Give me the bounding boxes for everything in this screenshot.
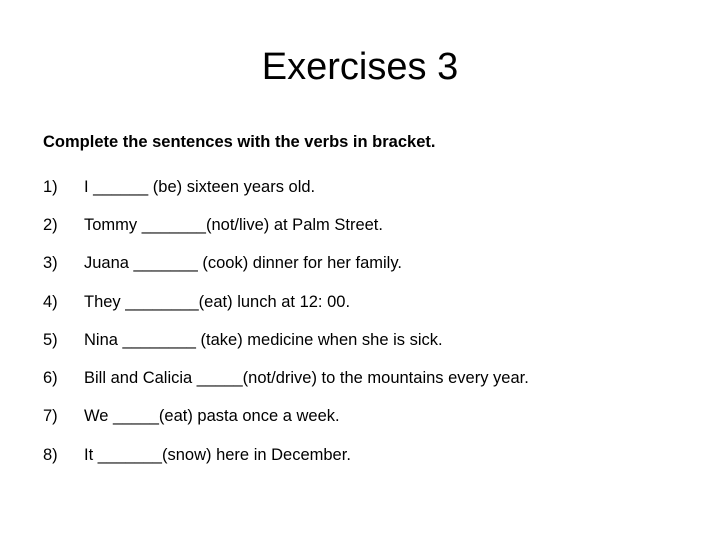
item-sentence: They ________(eat) lunch at 12: 00. [84, 292, 351, 311]
item-number: 1) [43, 177, 58, 196]
item-number: 2) [43, 215, 58, 234]
slide-title: Exercises 3 [261, 46, 459, 88]
exercise-item-1 [43, 168, 693, 206]
exercise-list [43, 168, 693, 474]
item-number: 4) [43, 292, 58, 311]
item-sentence: I ______ (be) sixteen years old. [84, 177, 316, 196]
exercise-item-8 [43, 436, 693, 474]
item-sentence: Juana _______ (cook) dinner for her family. [84, 254, 402, 273]
exercise-item-6 [43, 359, 693, 397]
exercise-item-2 [43, 206, 693, 244]
exercise-item-5 [43, 321, 693, 359]
item-sentence: We _____(eat) pasta once a week. [84, 407, 340, 426]
item-number: 7) [43, 407, 58, 426]
item-number: 8) [43, 445, 58, 464]
item-sentence: It _______(snow) here in December. [84, 445, 351, 464]
exercise-instruction: Complete the sentences with the verbs in bracket. [43, 133, 436, 151]
exercise-item-7 [43, 398, 693, 436]
item-number: 6) [43, 369, 58, 388]
exercise-item-4 [43, 283, 693, 321]
item-sentence: Nina ________ (take) medicine when she is sick. [84, 330, 443, 349]
item-number: 3) [43, 254, 58, 273]
item-number: 5) [43, 330, 58, 349]
exercise-item-3 [43, 245, 693, 283]
item-sentence: Bill and Calicia _____(not/drive) to the mountains every year. [84, 369, 529, 388]
item-sentence: Tommy _______(not/live) at Palm Street. [84, 215, 383, 234]
